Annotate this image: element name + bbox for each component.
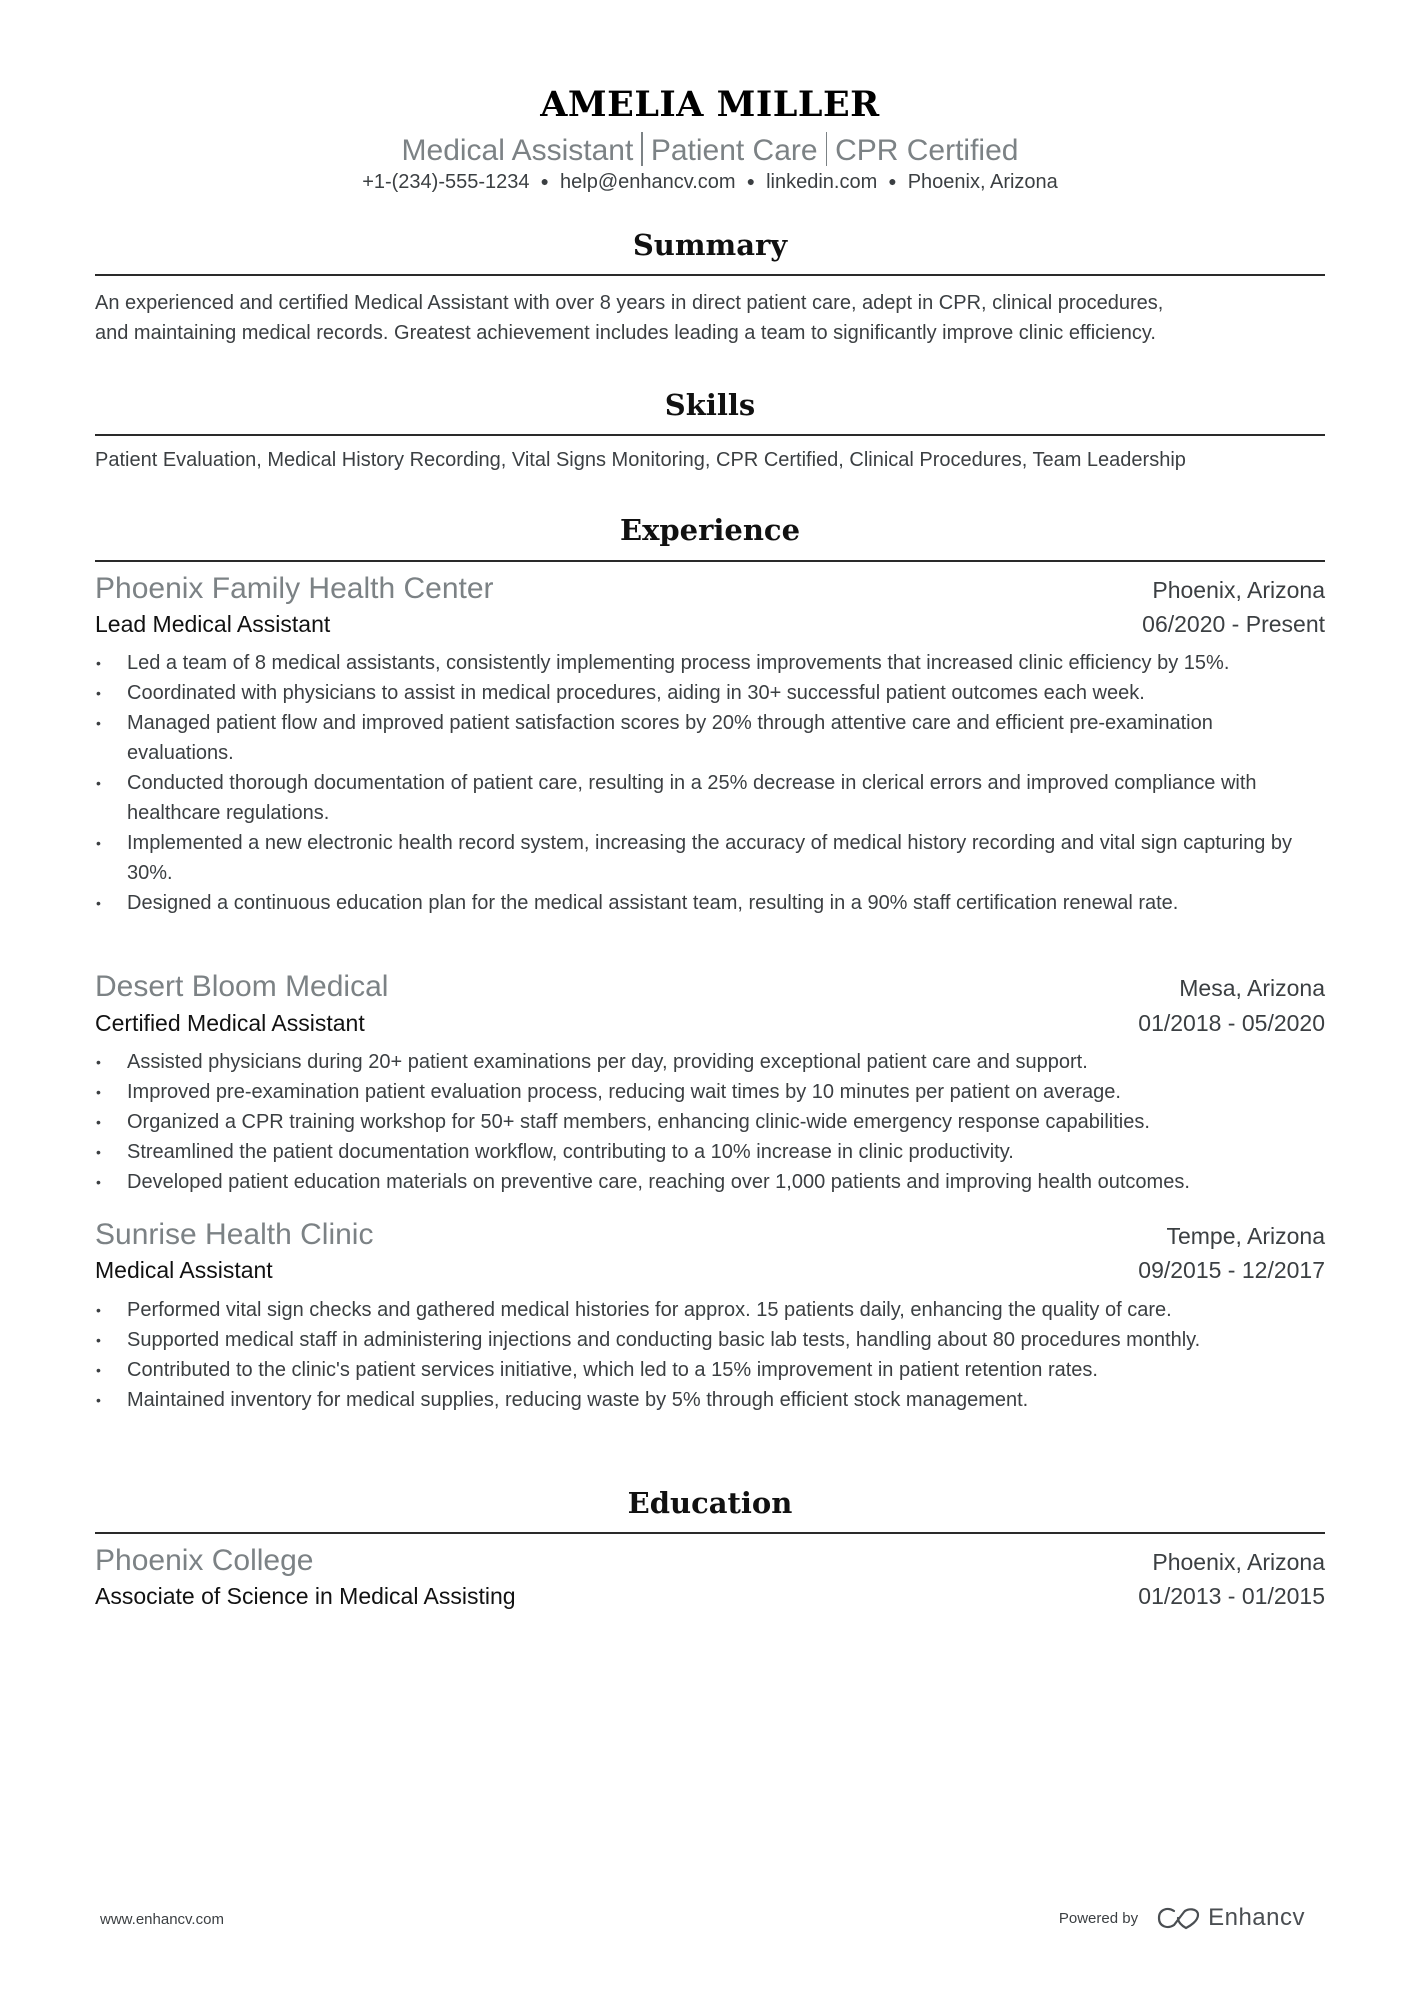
brand-name: Enhancv — [1208, 1904, 1305, 1931]
phone: +1-(234)-555-1234 — [362, 171, 530, 193]
section-heading-education: Education — [627, 1486, 793, 1520]
bullet-item: • Developed patient education materials on preventive care, reaching over 1,000 patients and improving health outcomes. — [95, 1167, 1325, 1197]
bullet-separator: ● — [888, 173, 897, 189]
job-header — [95, 1218, 1325, 1252]
degree: Associate of Science in Medical Assisting — [95, 1583, 516, 1609]
job-bullets — [95, 648, 1325, 918]
bullet-item: • Maintained inventory for medical supplies, reducing waste by 5% through efficient stock management. — [95, 1385, 1325, 1415]
bullet-item: • Contributed to the clinic's patient services initiative, which led to a 15% improvement in patient retention rates. — [95, 1355, 1325, 1385]
job-header — [95, 572, 1325, 606]
website-link[interactable]: www.enhancv.com — [100, 1911, 224, 1928]
school-name: Phoenix College — [95, 1544, 314, 1577]
bullet-item: • Managed patient flow and improved patient satisfaction scores by 20% through attentive care and efficient pre-examination evaluations. — [95, 708, 1325, 768]
enhancv-logo-icon — [1156, 1906, 1202, 1930]
powered-by — [1059, 1904, 1305, 1932]
enhancv-logo[interactable] — [1156, 1904, 1305, 1932]
section-divider — [95, 274, 1325, 276]
headline-part: Patient Care — [650, 134, 818, 167]
section-divider — [95, 434, 1325, 436]
bullet-separator: ● — [746, 173, 756, 189]
bullet-separator: ● — [540, 173, 549, 189]
job-dates: 06/2020 - Present — [1142, 611, 1325, 637]
job-dates: 01/2018 - 05/2020 — [1138, 1010, 1325, 1036]
bullet-item: • Performed vital sign checks and gathered medical histories for approx. 15 patients daily, enhancing the quality of care. — [95, 1295, 1325, 1325]
section-heading-experience: Experience — [619, 513, 801, 547]
section-divider — [95, 560, 1325, 562]
section-divider — [95, 1532, 1325, 1534]
bullet-item: • Coordinated with physicians to assist in medical procedures, aiding in 30+ successful patient outcomes each week. — [95, 678, 1325, 708]
bullet-item: • Designed a continuous education plan for the medical assistant team, resulting in a 90% staff certification renewal rate. — [95, 888, 1325, 918]
bullet-item: • Improved pre-examination patient evaluation process, reducing wait times by 10 minutes per patient on average. — [95, 1077, 1325, 1107]
location: Phoenix, Arizona — [907, 171, 1058, 193]
job-dates: 09/2015 - 12/2017 — [1138, 1257, 1325, 1283]
section-heading-summary: Summary — [632, 228, 788, 262]
job-title: Medical Assistant — [95, 1257, 273, 1283]
summary-text — [95, 289, 1325, 348]
contact-info — [95, 171, 1325, 194]
job-subheader — [95, 611, 1325, 638]
bullet-item: • Supported medical staff in administering injections and conducting basic lab tests, handling about 80 procedures monthly. — [95, 1325, 1325, 1355]
school-location: Phoenix, Arizona — [1152, 1549, 1325, 1575]
education-subheader — [95, 1583, 1325, 1610]
candidate-name: AMELIA MILLER — [540, 84, 880, 125]
bullet-item: • Implemented a new electronic health record system, increasing the accuracy of medical history recording and vital sign capturing by 30%. — [95, 828, 1325, 888]
headline-part: Medical Assistant — [401, 134, 634, 167]
headline-part: CPR Certified — [835, 134, 1019, 167]
job-location: Phoenix, Arizona — [1152, 577, 1325, 603]
linkedin-link[interactable]: linkedin.com — [766, 171, 878, 193]
job-subheader — [95, 1010, 1325, 1037]
job-header — [95, 970, 1325, 1004]
bullet-item: • Streamlined the patient documentation workflow, contributing to a 10% increase in clinic productivity. — [95, 1137, 1325, 1167]
job-bullets — [95, 1295, 1325, 1415]
job-title: Lead Medical Assistant — [95, 611, 331, 637]
email-link[interactable]: help@enhancv.com — [560, 171, 736, 193]
bullet-item: • Assisted physicians during 20+ patient examinations per day, providing exceptional patient care and support. — [95, 1047, 1325, 1077]
summary-line: An experienced and certified Medical Assistant with over 8 years in direct patient care, adept in CPR, clinical procedures, — [95, 292, 1164, 314]
powered-by-label: Powered by — [1058, 1909, 1139, 1927]
company-name: Phoenix Family Health Center — [95, 572, 494, 605]
job-location: Mesa, Arizona — [1179, 975, 1325, 1001]
divider — [826, 132, 828, 166]
education-header — [95, 1544, 1325, 1578]
company-name: Desert Bloom Medical — [95, 970, 389, 1003]
job-location: Tempe, Arizona — [1166, 1223, 1325, 1249]
job-subheader — [95, 1257, 1325, 1284]
job-bullets — [95, 1047, 1325, 1197]
summary-line: and maintaining medical records. Greatest achievement includes leading a team to significantly improve clinic efficiency. — [95, 321, 1156, 344]
job-title: Certified Medical Assistant — [95, 1010, 365, 1036]
bullet-item: • Conducted thorough documentation of patient care, resulting in a 25% decrease in clerical errors and improved compliance with healthcare regulations. — [95, 768, 1325, 828]
education-dates: 01/2013 - 01/2015 — [1138, 1583, 1325, 1609]
bullet-item: • Led a team of 8 medical assistants, consistently implementing process improvements that increased clinic efficiency by 15%. — [95, 648, 1325, 678]
headline — [95, 132, 1325, 168]
divider — [641, 132, 643, 166]
bullet-item: • Organized a CPR training workshop for 50+ staff members, enhancing clinic-wide emergency response capabilities. — [95, 1107, 1325, 1137]
section-heading-skills: Skills — [664, 388, 756, 422]
skills-text: Patient Evaluation, Medical History Recording, Vital Signs Monitoring, CPR Certified, Clinical Procedures, Team Leadership — [95, 449, 1186, 471]
company-name: Sunrise Health Clinic — [95, 1218, 374, 1251]
